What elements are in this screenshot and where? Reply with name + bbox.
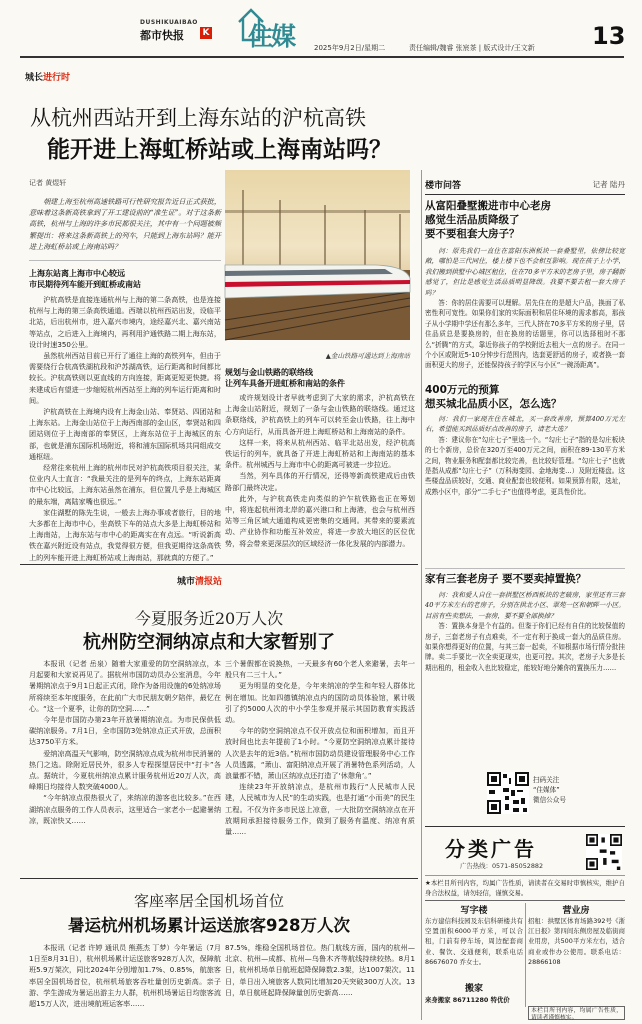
classified-qr-icon: [586, 834, 622, 870]
paragraph: 今年的防空洞纳凉点不仅开放点位和面积增加，而且开放时间也比去年提前了1小时。“今夏防空洞纳凉点累计接待人次是去年的近3倍。”杭州市国防动员建设管理服务中心工作人员透露，“萧山、富阳纳凉点开展了消暑特色系列活动，人浪量都不错，萧山区纳凉点还打造了‘休憩角’。”: [225, 726, 415, 781]
issue-date: 2025年9月2日/星期二: [314, 44, 386, 52]
qa-kicker: 楼市问答: [425, 181, 462, 191]
paragraph: 此外，与沪杭高铁走向类似的沪乍杭铁路也正在筹划中，将连起杭州湾北岸的嘉兴港口和上海港，也会与杭州西站等三角区域大通道构成更密集的交通网。其带来的要素流动、产业协作和功能互补效应，将进一步放大地区的区位优势，将会带来更深层次的区域经济一体化发展的内部潜力。: [225, 493, 415, 548]
answer-text: 答：你的居住需要可以理解。居先住在的是超大户品，换面了私密性利可宽性。如果你们家的实际面积和居住环境的需求都高，那孩子从小学期中学还有那么多年，三代人挤在70多平方米的房子里，居住品质总是要换房的，但在换房的话题里，你可以选择租时不那么“折腾”的方式，靠近你孩子的学校附近去租大一点的房子。在同一个小区或附近5-10分钟步行范围内，选套更舒适的房子，或者换一套面积更大的房子，还能保持孩子的学区与小区“一碗汤距离”。: [425, 299, 625, 370]
qa1-title: 从富阳叠墅搬进市中心老房 感觉生活品质降级了 要不要租套大房子？: [425, 200, 551, 240]
paper-logo-icon: [200, 27, 212, 39]
question-text: 问：我们一家现在住在城北，买一套改善房，预算400万元左右，希望能买到品质好点改善的房子，请老大选？: [425, 415, 625, 434]
ad-office: 东方建信科技园及东信科研楼共有空置面积6000平方米，可以合租，门前有停车场，周边配套商业、餐饮、交通便利，联系电话86676070 乔女士。: [425, 917, 523, 966]
paragraph: “今年纳凉点很热很火了，来纳凉的游客也比较多。”在西湖纳凉点服务的工作人员表示，这里适合一家老小一起避暑纳凉，既凉快又……: [29, 793, 221, 825]
qa2-title: 400万元的预算 想买城北品质小区，怎么选？: [425, 384, 562, 410]
paragraph: 今年是市国防办第23年开放暑期纳凉点。为市民保供低碳纳凉服务。7月1日，全市国防3处纳凉点正式开放，总面积达3750平方米。: [29, 715, 221, 747]
paragraph: 87.5%，维稳全国机场首位。热门航线方面，国内的杭州—北京、杭州—成都、杭州—乌鲁木齐等航线持续较热。8月1日，杭州机场单日航班起降保障数2.3架，达1007架次。11日，单日出入境旅客人数同比增加20天突破300万人次。13日，单日航班起降保障量创历史新高……: [225, 943, 415, 997]
paragraph: 更为明显的变化是，今年来纳凉的学生和年轻人群体比例在增加。比如四德镇纳凉点内的国防动员体验馆，累计吸引了约5000人次的中小学生参观并展示其国防教育实践活动。: [225, 681, 415, 725]
kicker-plain: 城长: [25, 73, 44, 83]
question-text: 问：我和爱人自住一套拱墅区桥西板块的老破房，家里还有三套40平方米左右的老房子，分别在拱北小区、翠苑一区和朝晖一小区。目前有些卖想法，一套房，要不要全部换掉？: [425, 591, 625, 620]
subhead-line: 让列车具备开进虹桥和南站的条件: [225, 379, 345, 388]
paragraph: 或许规划设计者早就考虑到了大家的需求，沪杭高铁在上海金山站附近，规划了一条与金山铁路的联络线。通过这条联络线，沪杭高铁上的列车可以转至金山铁路，往上海中心方向运行，从而具备开进上海虹桥站和上海南站的条件。: [225, 393, 415, 436]
masthead-rule: [20, 56, 624, 58]
qr-caption: 扫码关注 “住媒体” 微信公众号: [533, 776, 566, 804]
paragraph: 当然，列车具体的开行情况，还得等新高铁建成后由铁路部门最终决定。: [225, 471, 415, 492]
paragraph: 爱纳凉高温天气影响，防空洞纳凉点成为杭州市民消暑的热门之选。除附近居民外，很多人专程探望居民中“打卡”各点。据统计，今夏杭州纳凉点累计服务杭州近20万人次，高峰期日均接待人数突破4000人。: [29, 748, 221, 792]
train-photo: [225, 170, 410, 340]
paragraph: 本报讯（记者 岳泉）随着大家重爱的防空洞纳凉点，本月起要和大家说再见了。据杭州市国防动员办公室消息，今年暑期纳凉点于9月1日起正式闭，除作为备用设施的6处纳凉场所将续至本年度服务，在此前广大市民朋友朝夕陪伴，最忆在心。“这一个夏季，让你的防空洞……”: [29, 659, 221, 713]
train-image: [225, 170, 410, 340]
caption-triangle-icon: ▲: [325, 352, 331, 360]
story1-subhead-2: [225, 367, 415, 389]
column-separator: [421, 170, 422, 1020]
paragraph: 连续23年开放纳凉点，是杭州市践行“人民城市人民建，人民城市为人民”的生动实践，也是打通“小而美”的民生工程。不仅为许多市民送上凉意，一大批防空洞纳凉点在开放期间承担接待服务工作，做到了服务有温度、纳凉有质量……: [225, 782, 415, 837]
qr-code-icon: [487, 772, 529, 814]
qa3-title: 家有三套老房子 要不要卖掉置换？: [425, 573, 587, 585]
ad-columns-separator: [525, 903, 526, 1007]
story2-column-2: [225, 658, 415, 870]
ad-heading-moving: 搬家: [464, 984, 483, 994]
section-name: 住媒: [248, 22, 295, 51]
story1-headline-1: 从杭州西站开到上海东站的沪杭高铁: [30, 106, 366, 130]
subhead-line: 规划与金山铁路的联络线: [225, 368, 313, 377]
qa3-body: [425, 590, 625, 768]
paragraph: 经常往来杭州上海的杭州市民对沪杭高铁项目很关注，某位业内人士直言：“我最关注的是列车的终点，上海东站距离市中心比较远，上海东站虽然在浦东，但位置几乎是上海城区的最东端，离陆家嘴也很远。”: [29, 463, 221, 506]
classified-title: 分类广告: [445, 837, 537, 861]
story2-column-1: [29, 658, 221, 870]
story2-kicker: [177, 574, 222, 587]
story1-reporter: 记者 黄煜轩: [29, 179, 67, 187]
ad-heading-office: 写字楼: [460, 906, 488, 916]
subhead-line: 市民期待列车能开到虹桥或南站: [29, 280, 141, 289]
kicker-red: 进行时: [43, 73, 71, 83]
story1-lead: 朝建上海至杭州高速铁路可行性研究报告近日正式获批，意味着这条新高铁拿到了开工建设前的“准生证”。对于这条新高铁，杭州与上海的许多市民都很关注，其中有一个问题被频繁提出：将来这条新高铁上的列车，只能到上海东站吗？能开进上海虹桥站或上海南站吗？: [29, 197, 221, 251]
ad-header-rule: [425, 900, 625, 901]
paragraph: 本报讯（记者 许婷 通讯员 熊燕杰 丁梦）今年暑运（7月1日至8月31日），杭州机场累计运送旅客928万人次，保障航班5.9万架次，同比2024年分别增加1.7%、0.85%，航旅客率居全国机场首位，杭州机场旅客吞吐量创历史新高。亲子游、学生游成为暑运出游主力人群，杭州机场暑运日均旅客流超15万人次，进出境航班运客率……: [29, 943, 221, 1009]
story3-headline-1: 客座率居全国机场首位: [133, 892, 284, 910]
qa-header-rule: [425, 194, 625, 195]
qa1-body: [425, 246, 625, 376]
story2-bottom-rule: [20, 878, 418, 879]
paragraph: 家住湖墅的陈先生说，一般去上海办事或者旅行，目的地大多都在上海市中心，坐高铁下车的站点大多是上海虹桥站和上海南站，上海东站与市中心的距离实在有点远。“听说新高铁在嘉兴附近设有站点，我觉得很方便，但我更期待这条高铁上的列车能开进上海虹桥站或上海南站，那就真的方便了。”: [29, 507, 221, 562]
caption-text: 金山铁路可通达到上海南站: [330, 352, 410, 360]
ad-disclaimer: 本栏目所刊内容，均属广告性质，请读者谨慎核实。: [528, 1006, 625, 1020]
page-editors: 责任编辑/魏睿 张宸茶 | 版式设计/王文新: [409, 44, 535, 52]
story2-headline-1: 今夏服务近20万人次: [134, 609, 284, 628]
classified-phone: 广告热线：0571-85052882: [460, 862, 544, 870]
story3-headline-2: 暑运杭州机场累计运送旅客928万人次: [68, 916, 350, 935]
paper-name: 都市快报: [140, 29, 184, 42]
masthead: [0, 0, 642, 68]
ad-shop: 招租：拱墅区体育场路392号《浙江日报》第四间东侧房屋及临街商业用房，共500平方米左右，适合商业或作办公使用。联系电话：28866108: [528, 917, 625, 966]
question-text: 问：原先我们一直住在富阳东洲板块一套叠墅里，依傍比较宽敞，哪怕是三代同住，楼上楼下也不会相互影响。现在孩子上小学，我们搬到拱墅中心城区租住，住在70多平方米的老房子里，房子翻新感觉了，但比是感觉生活品质明显降级。我要不要去租一套大房子吗？: [425, 247, 625, 297]
story1-subhead-1: [29, 268, 221, 290]
paragraph: 沪杭高铁在上海境内设有上海金山站、奉贤站、四团站和上海东站。上海金山站位于上海西南部的金山区，奉贤站和四团站则位于上海南部的奉贤区，上海东站位于上海城区的东部，也就是浦东国际机场附近，将和浦东国际机场共同组成交通枢纽。: [29, 407, 221, 461]
story3-column-1: [29, 942, 221, 1022]
kicker-plain: 城市: [177, 577, 196, 587]
qa-reporter: 记者 陆丹: [592, 180, 625, 189]
ad-moving: 来身搬家 86711280 特优价: [425, 996, 510, 1004]
logo-letter: K: [202, 28, 210, 38]
paragraph: 这样一来，将来从杭州西站、临平北站出发，经沪杭高铁运行的列车，就具备了开进上海虹桥站和上海南站的基本条件。杭州城西与上海市中心的距离可被进一步拉近。: [225, 437, 415, 470]
classified-notice: ★本栏目所刊内容，均属广告性质，请读者在交易时审慎核实，维护自身合法权益，请勿轻信，谨慎交易。: [425, 875, 625, 897]
paper-pinyin: DUSHIKUAIBAO: [140, 19, 198, 26]
answer-text: 答：建议你在“勾庄七子”里选一个。“勾庄七子”指的是勾庄板块的七个新房，总价在320万至400万元之间，面积在89-130平方米之间，物业服务和配套都比较完善，也比较好管理。“勾庄七子”也就是指从成都“勾庄七子”（万科海斐园、金地海斐…）及附近楼盘。这些楼盘品质较好，交通、商业配套也较便利。如果预算有限，选址，成熟小区中，部分“二手七子”也值得考虑，更具性价比。: [425, 435, 625, 496]
story3-column-2: [225, 942, 415, 1022]
answer-text: 答：置换本身是个有益的。但鉴于你们已经有自住的比较保值的房子，三套老房子有点难卖，不一定有利于换成一套大的品质住房。如果你想得更好的位置，与其三套一起卖，不如根据市场行情分批挂牌。卖二手要比一次全卖更现实，也更可控。其次，老房子大多是长期出租的，租金收入也比较稳定，能较好地分摊你的置换压力……: [425, 622, 625, 672]
story1-headline-2: 能开进上海虹桥站或上海南站吗？: [47, 137, 392, 163]
qa-divider: [425, 568, 625, 569]
paragraph: 沪杭高铁是直接连通杭州与上海的第二条高铁，也是连接杭州与上海的第三条高铁通道。西端以杭州西站出发，设临平北站，后出杭州市，进入嘉兴市境内，途经嘉兴北、嘉兴南站等站点，之后进入上海境内，再利用沪通铁路二期上海东站，设计时速350公里。: [29, 295, 221, 349]
kicker-red: 清报站: [195, 577, 223, 587]
page-number: 13: [592, 22, 626, 50]
story2-headline-2: 杭州防空洞纳凉点和大家暂别了: [83, 632, 335, 653]
story1-column-1: [29, 294, 221, 562]
classified-top-rule: [425, 826, 625, 827]
paragraph: 虽然杭州西站目前已开行了通往上海的高铁列车，但由于需要绕行合杭高铁湖杭段和沪苏湖高铁，运行距离和时间都比较长。沪杭高铁则以更直线的方向连接，距离更短更快捷。将来建成后有望进一步缩短杭州西站至上海的列车运行距离和时间。: [29, 351, 221, 405]
story1-column-2: [225, 392, 415, 556]
story1-bottom-rule: [20, 564, 418, 565]
subhead-line: 上海东站离上海市中心较远: [29, 269, 125, 278]
qa2-body: [425, 414, 625, 564]
photo-caption: [225, 350, 410, 360]
ad-heading-shop: 营业房: [562, 906, 590, 916]
lead-divider: [29, 260, 221, 261]
qa-header: [425, 178, 625, 192]
paragraph: 三个暑假都在说换热，一天最多有60个老人来避暑，去年一般只有二三十人。”: [225, 659, 415, 680]
story1-kicker: [25, 70, 70, 83]
